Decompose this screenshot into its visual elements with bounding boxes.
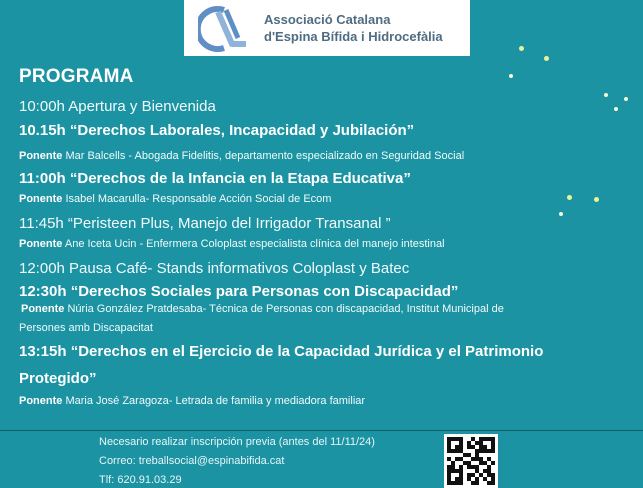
program-item-3-title: 11:00h “Derechos de la Infancia en la Etapa Educativa”: [19, 170, 411, 187]
ponente-label: Ponente: [21, 303, 65, 315]
speaker-text: Isabel Macarulla- Responsable Acción Social de Ecom: [65, 193, 332, 205]
speaker-text: Maria José Zaragoza- Letrada de familia y mediadora familiar: [65, 395, 366, 407]
decorative-dot: [594, 197, 599, 202]
program-item-7-title-cont: Protegido”: [19, 370, 97, 387]
ponente-label: Ponente: [19, 238, 63, 250]
program-item-7-speaker: [19, 395, 365, 407]
program-item-5-title: 12:00h Pausa Café- Stands informativos Coloplast y Batec: [19, 260, 410, 277]
footer-phone[interactable]: Tlf: 620.91.03.29: [99, 474, 182, 486]
ponente-label: Ponente: [19, 193, 63, 205]
decorative-dot: [614, 107, 618, 111]
decorative-dot: [624, 97, 628, 101]
ponente-label: Ponente: [19, 395, 63, 407]
speaker-text: Mar Balcells - Abogada Fidelitis, departamento especializado en Seguridad Social: [65, 150, 465, 162]
program-item-3-speaker: [19, 193, 331, 205]
footer-registration-note: Necesario realizar inscripción previa (antes del 11/11/24): [99, 436, 375, 448]
footer-email[interactable]: Correo: treballsocial@espinabifida.cat: [99, 455, 285, 467]
logo-text: [264, 11, 443, 45]
program-item-4-title: 11:45h “Peristeen Plus, Manejo del Irrigador Transanal ”: [19, 215, 391, 232]
logo-banner: [184, 0, 470, 56]
logo-line-1: Associació Catalana: [264, 12, 391, 27]
decorative-dot: [519, 46, 524, 51]
speaker-text: Ane Iceta Ucin - Enfermera Coloplast especialista clínica del manejo intestinal: [64, 238, 445, 250]
speaker-text: Núria González Pratdesaba- Técnica de Personas con discapacidad, Institut Municipal de: [67, 303, 504, 315]
ponente-label: Ponente: [19, 150, 63, 162]
page-title: PROGRAMA: [19, 66, 134, 87]
qr-module: [491, 481, 495, 485]
program-item-6-title: 12:30h “Derechos Sociales para Personas con Discapacidad”: [19, 283, 459, 300]
decorative-dot: [509, 74, 513, 78]
decorative-dot: [559, 212, 563, 216]
decorative-dot: [567, 195, 572, 200]
qr-code-pattern: [447, 437, 495, 485]
logo-line-2: d'Espina Bífida i Hidrocefàlia: [264, 29, 443, 44]
decorative-dot: [544, 56, 549, 61]
program-item-2-speaker: [19, 150, 464, 162]
association-logo-icon: [198, 4, 250, 52]
program-item-4-speaker: [19, 238, 445, 250]
program-item-1-title: 10:00h Apertura y Bienvenida: [19, 98, 216, 115]
decorative-dot: [604, 93, 608, 97]
program-item-2-title: 10.15h “Derechos Laborales, Incapacidad y Jubilación”: [19, 122, 415, 139]
footer-divider: [0, 430, 643, 431]
program-item-6-speaker: [21, 303, 504, 315]
qr-code-icon[interactable]: [444, 434, 498, 488]
program-item-6-speaker-cont: Persones amb Discapacitat: [19, 322, 153, 334]
program-item-7-title: 13:15h “Derechos en el Ejercicio de la Capacidad Jurídica y el Patrimonio: [19, 343, 544, 360]
